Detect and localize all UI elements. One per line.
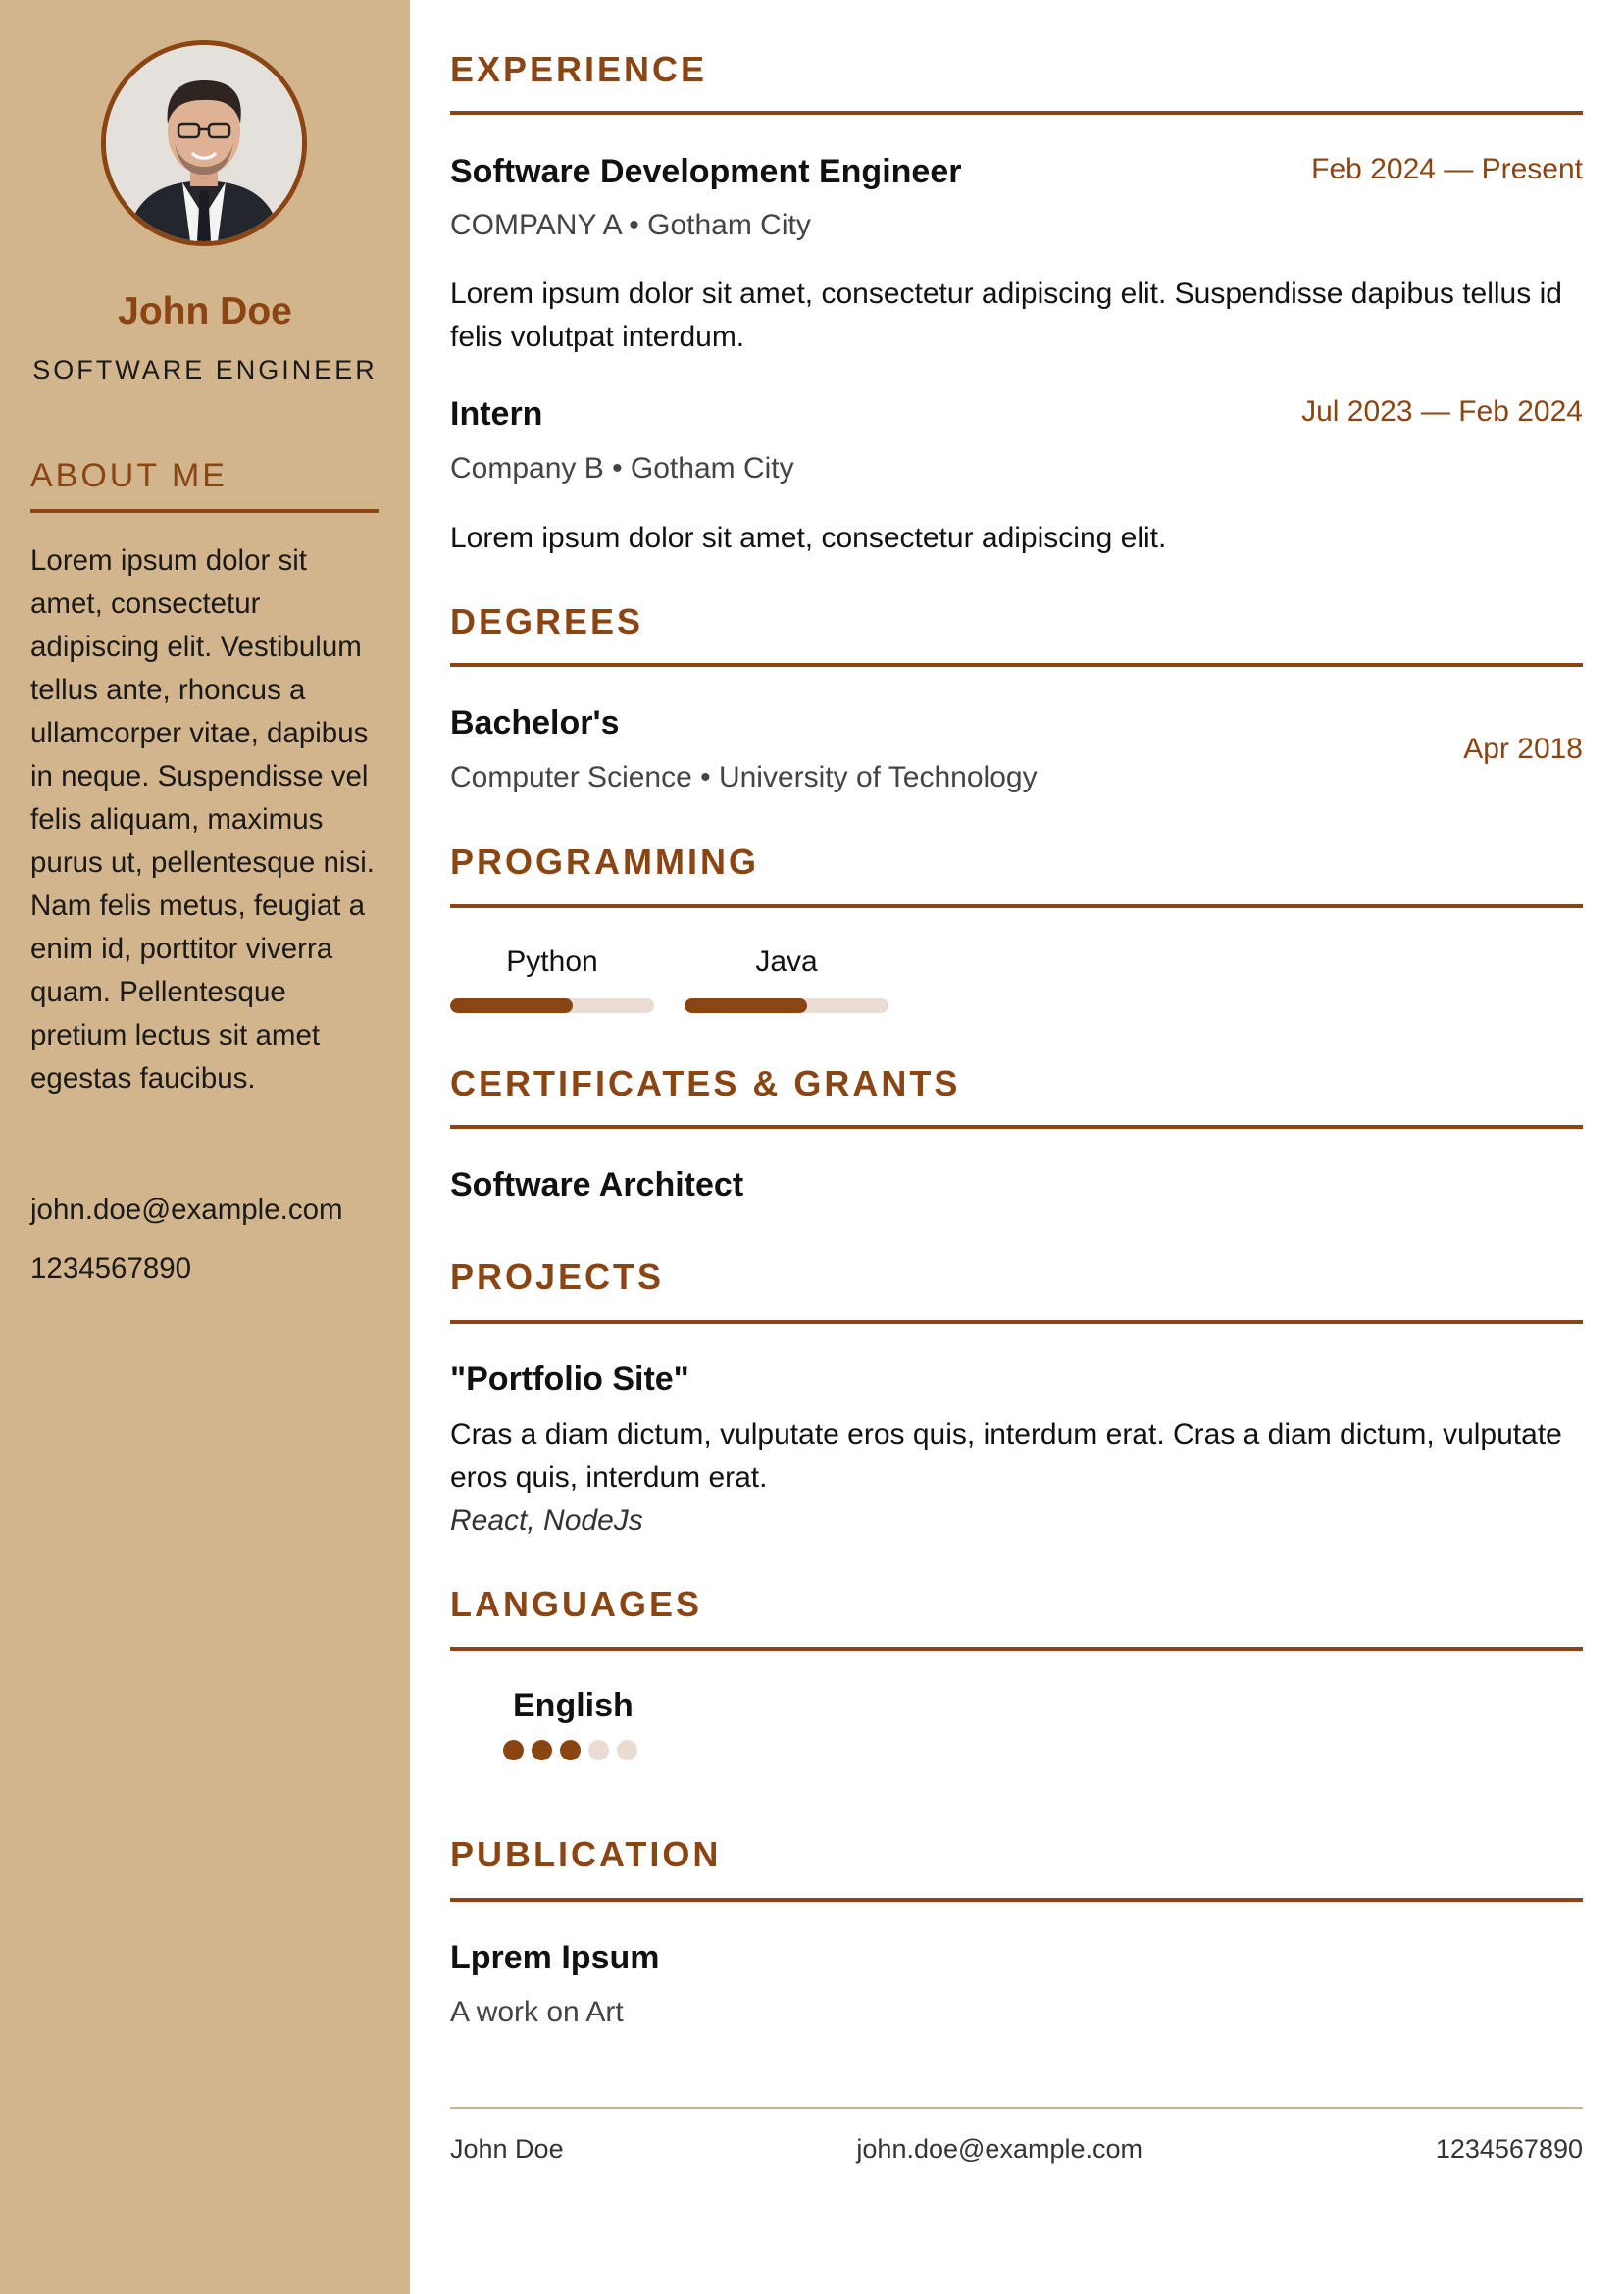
experience-divider [450,111,1583,115]
footer-email[interactable]: john.doe@example.com [856,2134,1142,2164]
about-heading: ABOUT ME [30,457,228,494]
languages-divider [450,1647,1583,1651]
main-content [450,0,1583,2294]
programming-heading: PROGRAMMING [450,841,759,882]
footer [450,2134,1583,2165]
degree-details: Computer Science • University of Technology [450,761,1038,793]
profile-title: SOFTWARE ENGINEER [32,355,378,384]
degree-date: Apr 2018 [1463,733,1583,765]
rating-dot-filled [532,1740,552,1760]
projects-divider [450,1320,1583,1324]
rating-dot-filled [503,1740,524,1760]
project-name: "Portfolio Site" [450,1360,689,1398]
languages-heading: LANGUAGES [450,1584,703,1624]
footer-divider [450,2107,1583,2109]
projects-heading: PROJECTS [450,1256,665,1297]
skill-bar-track [450,998,654,1013]
profile-name: John Doe [118,290,292,332]
about-divider [30,509,379,513]
publication-heading: PUBLICATION [450,1834,722,1874]
skill-bar-fill [685,998,807,1013]
project-tech: React, NodeJs [450,1504,643,1537]
skill-bar-fill [450,998,573,1013]
rating-dot-filled [560,1740,581,1760]
publication-title: Lprem Ipsum [450,1939,660,1976]
experience-role: Intern [450,395,543,433]
project-description: Cras a diam dictum, vulputate eros quis, interdum erat. Cras a diam dictum, vulputate eros quis, interdum erat. [450,1418,1562,1494]
about-text: Lorem ipsum dolor sit amet, consectetur adipiscing elit. Vestibulum tellus ante, rhoncus a ullamcorper vitae, dapibus in neque. Suspendisse vel felis aliquam, maximus purus ut, pellentesque nisi. Nam felis metus, feugiat a enim id, porttitor viverra quam. Pellentesque pretium lectus sit amet egestas faucibus. [30,544,375,1095]
experience-company: COMPANY A • Gotham City [450,209,811,241]
experience-description: Lorem ipsum dolor sit amet, consectetur adipiscing elit. Suspendisse dapibus tellus id felis volutpat interdum. [450,278,1562,353]
publication-divider [450,1898,1583,1902]
degrees-divider [450,663,1583,667]
skill-label: Java [755,945,818,978]
language-name: English [513,1687,634,1724]
degrees-heading: DEGREES [450,601,644,641]
footer-name: John Doe [450,2134,564,2164]
programming-divider [450,904,1583,908]
footer-phone[interactable]: 1234567890 [1435,2134,1583,2164]
skill-label: Python [506,945,598,978]
experience-dates: Jul 2023 — Feb 2024 [1301,395,1583,428]
experience-description: Lorem ipsum dolor sit amet, consectetur adipiscing elit. [450,522,1167,554]
experience-dates: Feb 2024 — Present [1311,153,1583,185]
experience-role: Software Development Engineer [450,153,962,190]
rating-dot-empty [588,1740,609,1760]
skill-python [450,945,654,1013]
certificates-heading: CERTIFICATES & GRANTS [450,1063,961,1103]
sidebar-phone[interactable]: 1234567890 [30,1252,192,1285]
degree-name: Bachelor's [450,704,620,741]
certificates-divider [450,1125,1583,1129]
experience-heading: EXPERIENCE [450,49,708,89]
language-rating [503,1740,637,1760]
publication-subtitle: A work on Art [450,1996,624,2028]
profile-photo-icon [106,45,302,241]
sidebar [0,0,410,2294]
skill-bar-track [685,998,888,1013]
certificate-name: Software Architect [450,1166,744,1203]
skill-java [685,945,888,1013]
avatar [101,40,307,246]
rating-dot-empty [617,1740,637,1760]
sidebar-email[interactable]: john.doe@example.com [30,1194,343,1226]
experience-company: Company B • Gotham City [450,452,794,484]
